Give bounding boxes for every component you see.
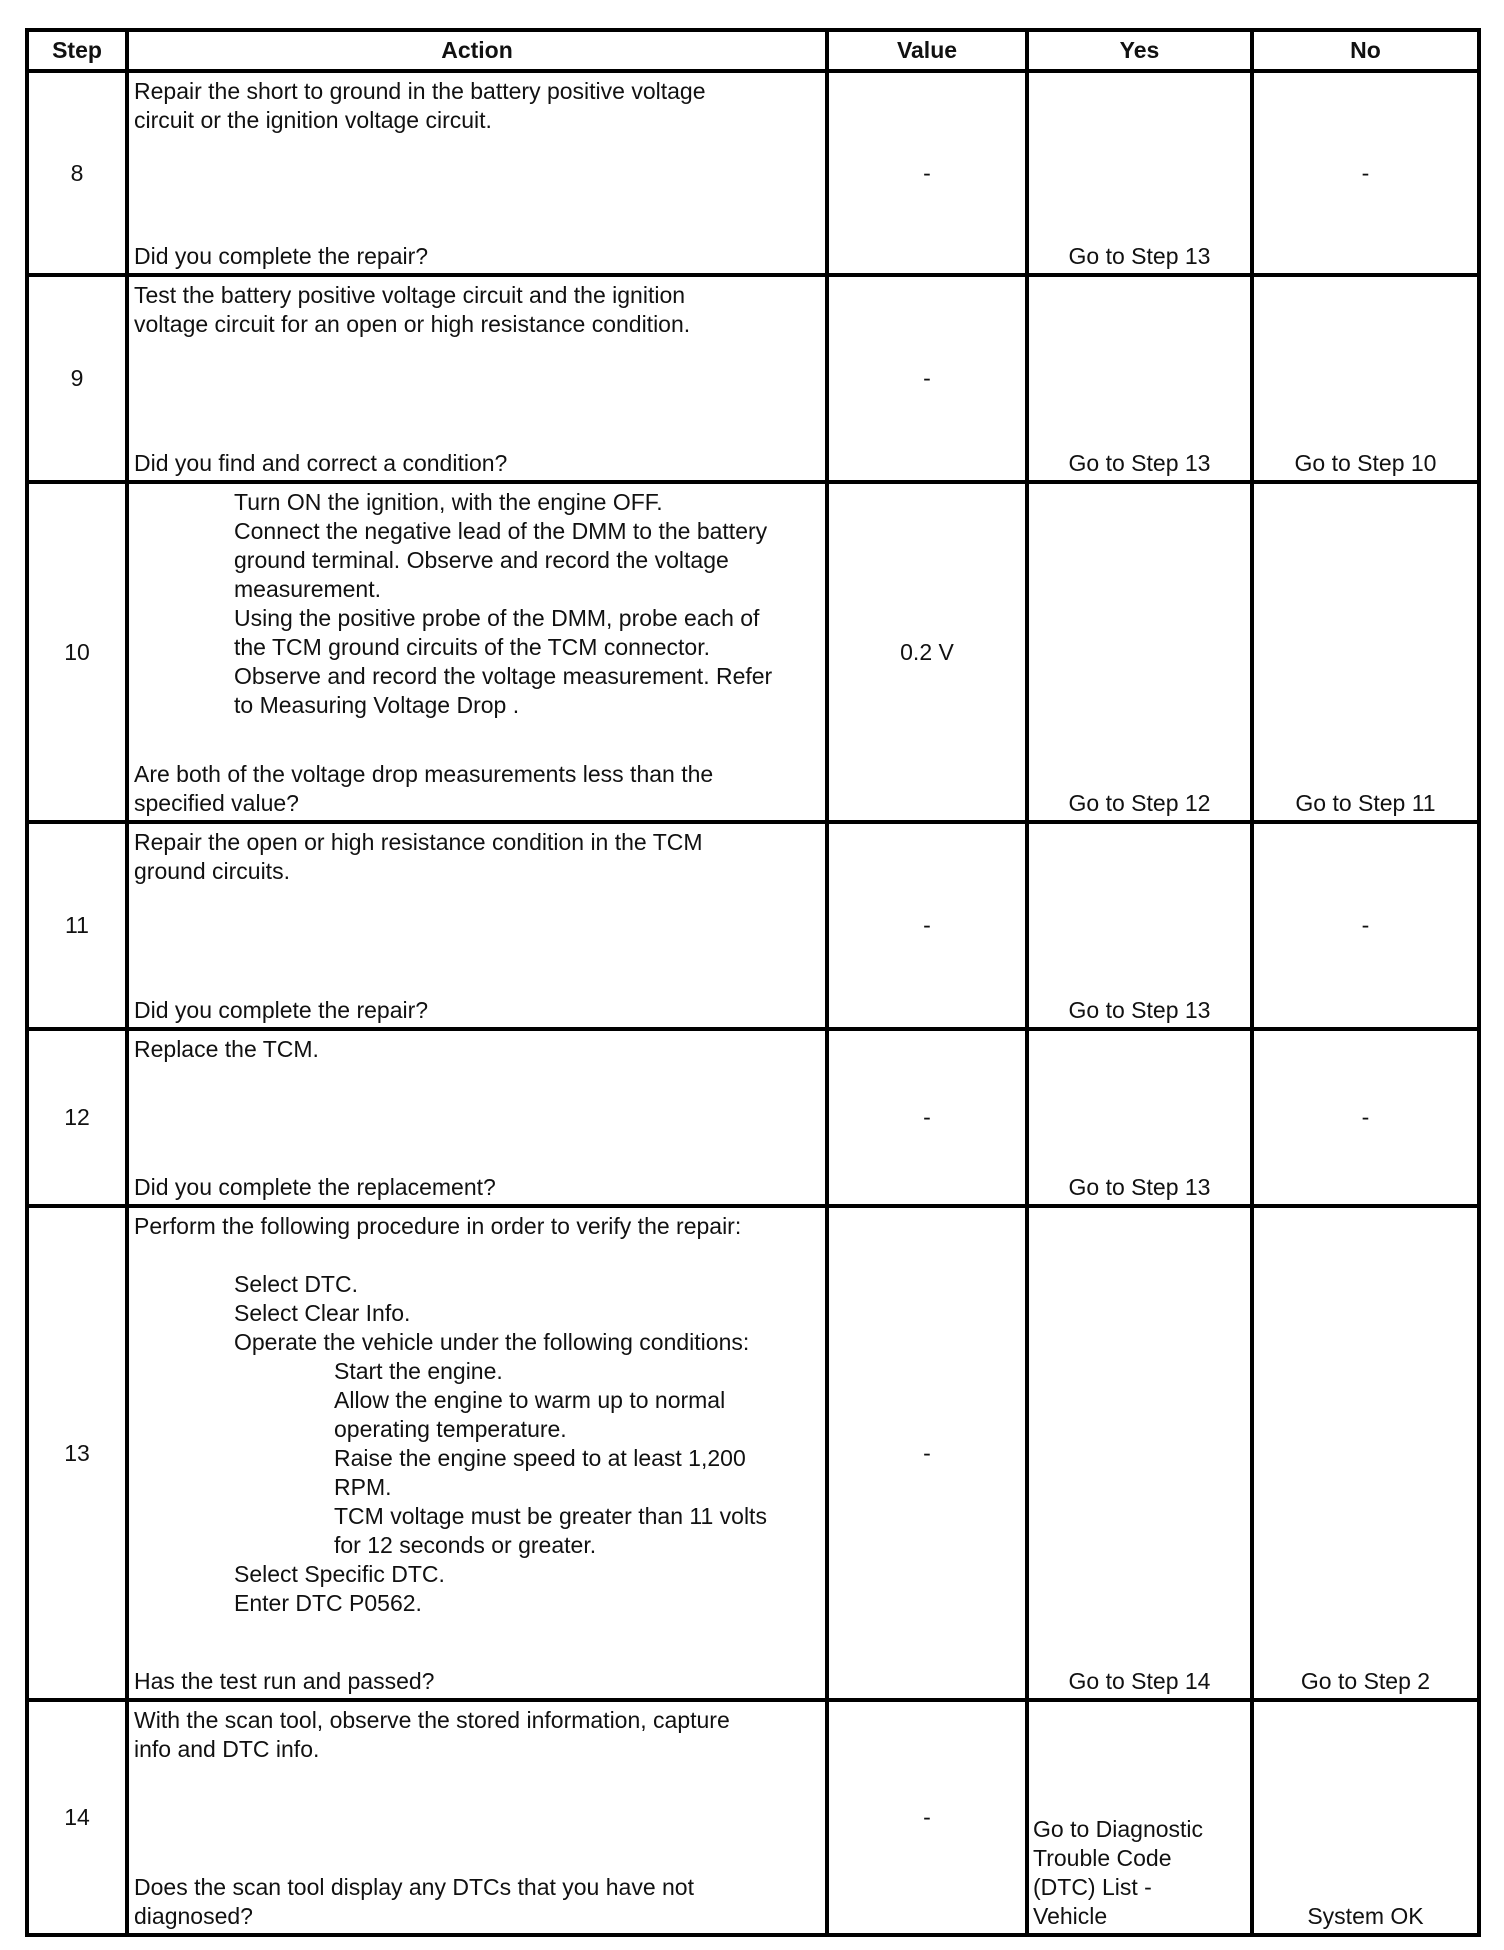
header-step: Step [27, 30, 127, 71]
action-cell [127, 822, 827, 1029]
yes-cell [1027, 1700, 1252, 1935]
action-cell [127, 1206, 827, 1700]
yes-outcome [1029, 242, 1250, 271]
action-question [134, 242, 819, 271]
question-line: Does the scan tool display any DTCs that you have not [134, 1874, 694, 1900]
step-number: 8 [27, 71, 127, 275]
action-instructions [134, 77, 819, 135]
action-cell [127, 1029, 827, 1206]
yes-outcome [1029, 789, 1250, 818]
action-question [134, 996, 819, 1025]
yes-outcome [1029, 1667, 1250, 1696]
action-question [134, 760, 819, 818]
value-cell: - [827, 71, 1027, 275]
question-line: Are both of the voltage drop measurements less than the [134, 761, 714, 787]
action-line: Operate the vehicle under the following conditions: [234, 1329, 750, 1355]
action-line: Allow the engine to warm up to normal [334, 1387, 726, 1413]
action-line: to Measuring Voltage Drop . [234, 692, 520, 718]
yes-line: Go to Step 13 [1068, 243, 1211, 269]
yes-outcome [1029, 449, 1250, 478]
action-line: the TCM ground circuits of the TCM connector. [234, 634, 710, 660]
header-yes: Yes [1027, 30, 1252, 71]
action-line [134, 1241, 819, 1270]
header-row [27, 30, 1479, 71]
action-line: circuit or the ignition voltage circuit. [134, 107, 492, 133]
action-line: Replace the TCM. [134, 1036, 319, 1062]
yes-cell [1027, 275, 1252, 482]
action-cell [127, 1700, 827, 1935]
yes-line: Go to Step 13 [1068, 1174, 1211, 1200]
action-line: info and DTC info. [134, 1736, 320, 1762]
no-cell [1252, 1700, 1479, 1935]
action-instructions [134, 1212, 819, 1618]
action-line: ground circuits. [134, 858, 290, 884]
no-outcome: Go to Step 11 [1295, 790, 1436, 816]
no-cell: - [1252, 71, 1479, 275]
action-line: measurement. [234, 576, 382, 602]
no-cell [1252, 1206, 1479, 1700]
header-value: Value [827, 30, 1027, 71]
yes-line: Go to Step 13 [1068, 997, 1211, 1023]
yes-line: Vehicle [1033, 1903, 1108, 1929]
yes-cell [1027, 71, 1252, 275]
action-line: Perform the following procedure in order to verify the repair: [134, 1213, 742, 1239]
no-cell [1252, 275, 1479, 482]
value-cell: - [827, 1700, 1027, 1935]
no-cell: - [1252, 1029, 1479, 1206]
action-line: Repair the short to ground in the battery positive voltage [134, 78, 706, 104]
value-cell: - [827, 1029, 1027, 1206]
header-action: Action [127, 30, 827, 71]
action-line: Select Clear Info. [234, 1300, 411, 1326]
step-number: 13 [27, 1206, 127, 1700]
no-cell: - [1252, 822, 1479, 1029]
action-line: voltage circuit for an open or high resistance condition. [134, 311, 691, 337]
action-line: With the scan tool, observe the stored information, capture [134, 1707, 730, 1733]
action-cell [127, 482, 827, 822]
table-row [27, 275, 1479, 482]
action-line: TCM voltage must be greater than 11 volts [334, 1503, 767, 1529]
question-line: Did you complete the repair? [134, 997, 429, 1023]
question-line: Has the test run and passed? [134, 1668, 435, 1694]
action-line: Using the positive probe of the DMM, probe each of [234, 605, 760, 631]
yes-outcome [1029, 1173, 1250, 1202]
action-line: RPM. [334, 1474, 392, 1500]
yes-line: Go to Step 12 [1068, 790, 1211, 816]
step-number: 11 [27, 822, 127, 1029]
action-line: Enter DTC P0562. [234, 1590, 422, 1616]
action-instructions [134, 1706, 819, 1764]
yes-line: Trouble Code [1033, 1845, 1172, 1871]
yes-line: Go to Step 13 [1068, 450, 1211, 476]
action-instructions [134, 1035, 819, 1064]
action-line: Select Specific DTC. [234, 1561, 445, 1587]
action-line: ground terminal. Observe and record the voltage [234, 547, 729, 573]
yes-line: Go to Step 14 [1068, 1668, 1211, 1694]
value-cell: - [827, 822, 1027, 1029]
header-no: No [1252, 30, 1479, 71]
action-line: for 12 seconds or greater. [334, 1532, 597, 1558]
yes-cell [1027, 482, 1252, 822]
question-line: diagnosed? [134, 1903, 253, 1929]
table-row [27, 71, 1479, 275]
action-question [134, 1173, 819, 1202]
question-line: Did you complete the repair? [134, 243, 429, 269]
no-outcome: Go to Step 10 [1294, 450, 1437, 476]
yes-cell [1027, 1206, 1252, 1700]
action-question [134, 1667, 819, 1696]
action-cell [127, 71, 827, 275]
action-instructions [134, 488, 819, 720]
question-line: Did you find and correct a condition? [134, 450, 508, 476]
table-row [27, 822, 1479, 1029]
action-line: Select DTC. [234, 1271, 358, 1297]
yes-cell [1027, 822, 1252, 1029]
action-line: Connect the negative lead of the DMM to the battery [234, 518, 768, 544]
question-line: Did you complete the replacement? [134, 1174, 496, 1200]
action-instructions [134, 281, 819, 339]
step-number: 14 [27, 1700, 127, 1935]
action-instructions [134, 828, 819, 886]
yes-line: (DTC) List - [1033, 1874, 1152, 1900]
table-row [27, 1700, 1479, 1935]
yes-outcome [1029, 996, 1250, 1025]
step-number: 10 [27, 482, 127, 822]
value-cell: 0.2 V [827, 482, 1027, 822]
step-number: 9 [27, 275, 127, 482]
action-line: operating temperature. [334, 1416, 567, 1442]
action-line: Observe and record the voltage measurement. Refer [234, 663, 773, 689]
action-line: Repair the open or high resistance condition in the TCM [134, 829, 703, 855]
yes-outcome [1033, 1815, 1250, 1931]
step-number: 12 [27, 1029, 127, 1206]
no-outcome: Go to Step 2 [1300, 1668, 1431, 1694]
action-cell [127, 275, 827, 482]
table-row [27, 482, 1479, 822]
action-line: Turn ON the ignition, with the engine OFF. [234, 489, 663, 515]
table-row [27, 1206, 1479, 1700]
diagnostic-table [25, 28, 1481, 1937]
no-outcome: System OK [1307, 1903, 1424, 1929]
yes-cell [1027, 1029, 1252, 1206]
question-line: specified value? [134, 790, 299, 816]
table-row [27, 1029, 1479, 1206]
table-body [27, 71, 1479, 1935]
action-line: Test the battery positive voltage circuit and the ignition [134, 282, 686, 308]
action-question [134, 449, 819, 478]
yes-line: Go to Diagnostic [1033, 1816, 1204, 1842]
value-cell: - [827, 1206, 1027, 1700]
action-line: Start the engine. [334, 1358, 503, 1384]
action-question [134, 1873, 819, 1931]
no-cell [1252, 482, 1479, 822]
action-line: Raise the engine speed to at least 1,200 [334, 1445, 746, 1471]
value-cell: - [827, 275, 1027, 482]
